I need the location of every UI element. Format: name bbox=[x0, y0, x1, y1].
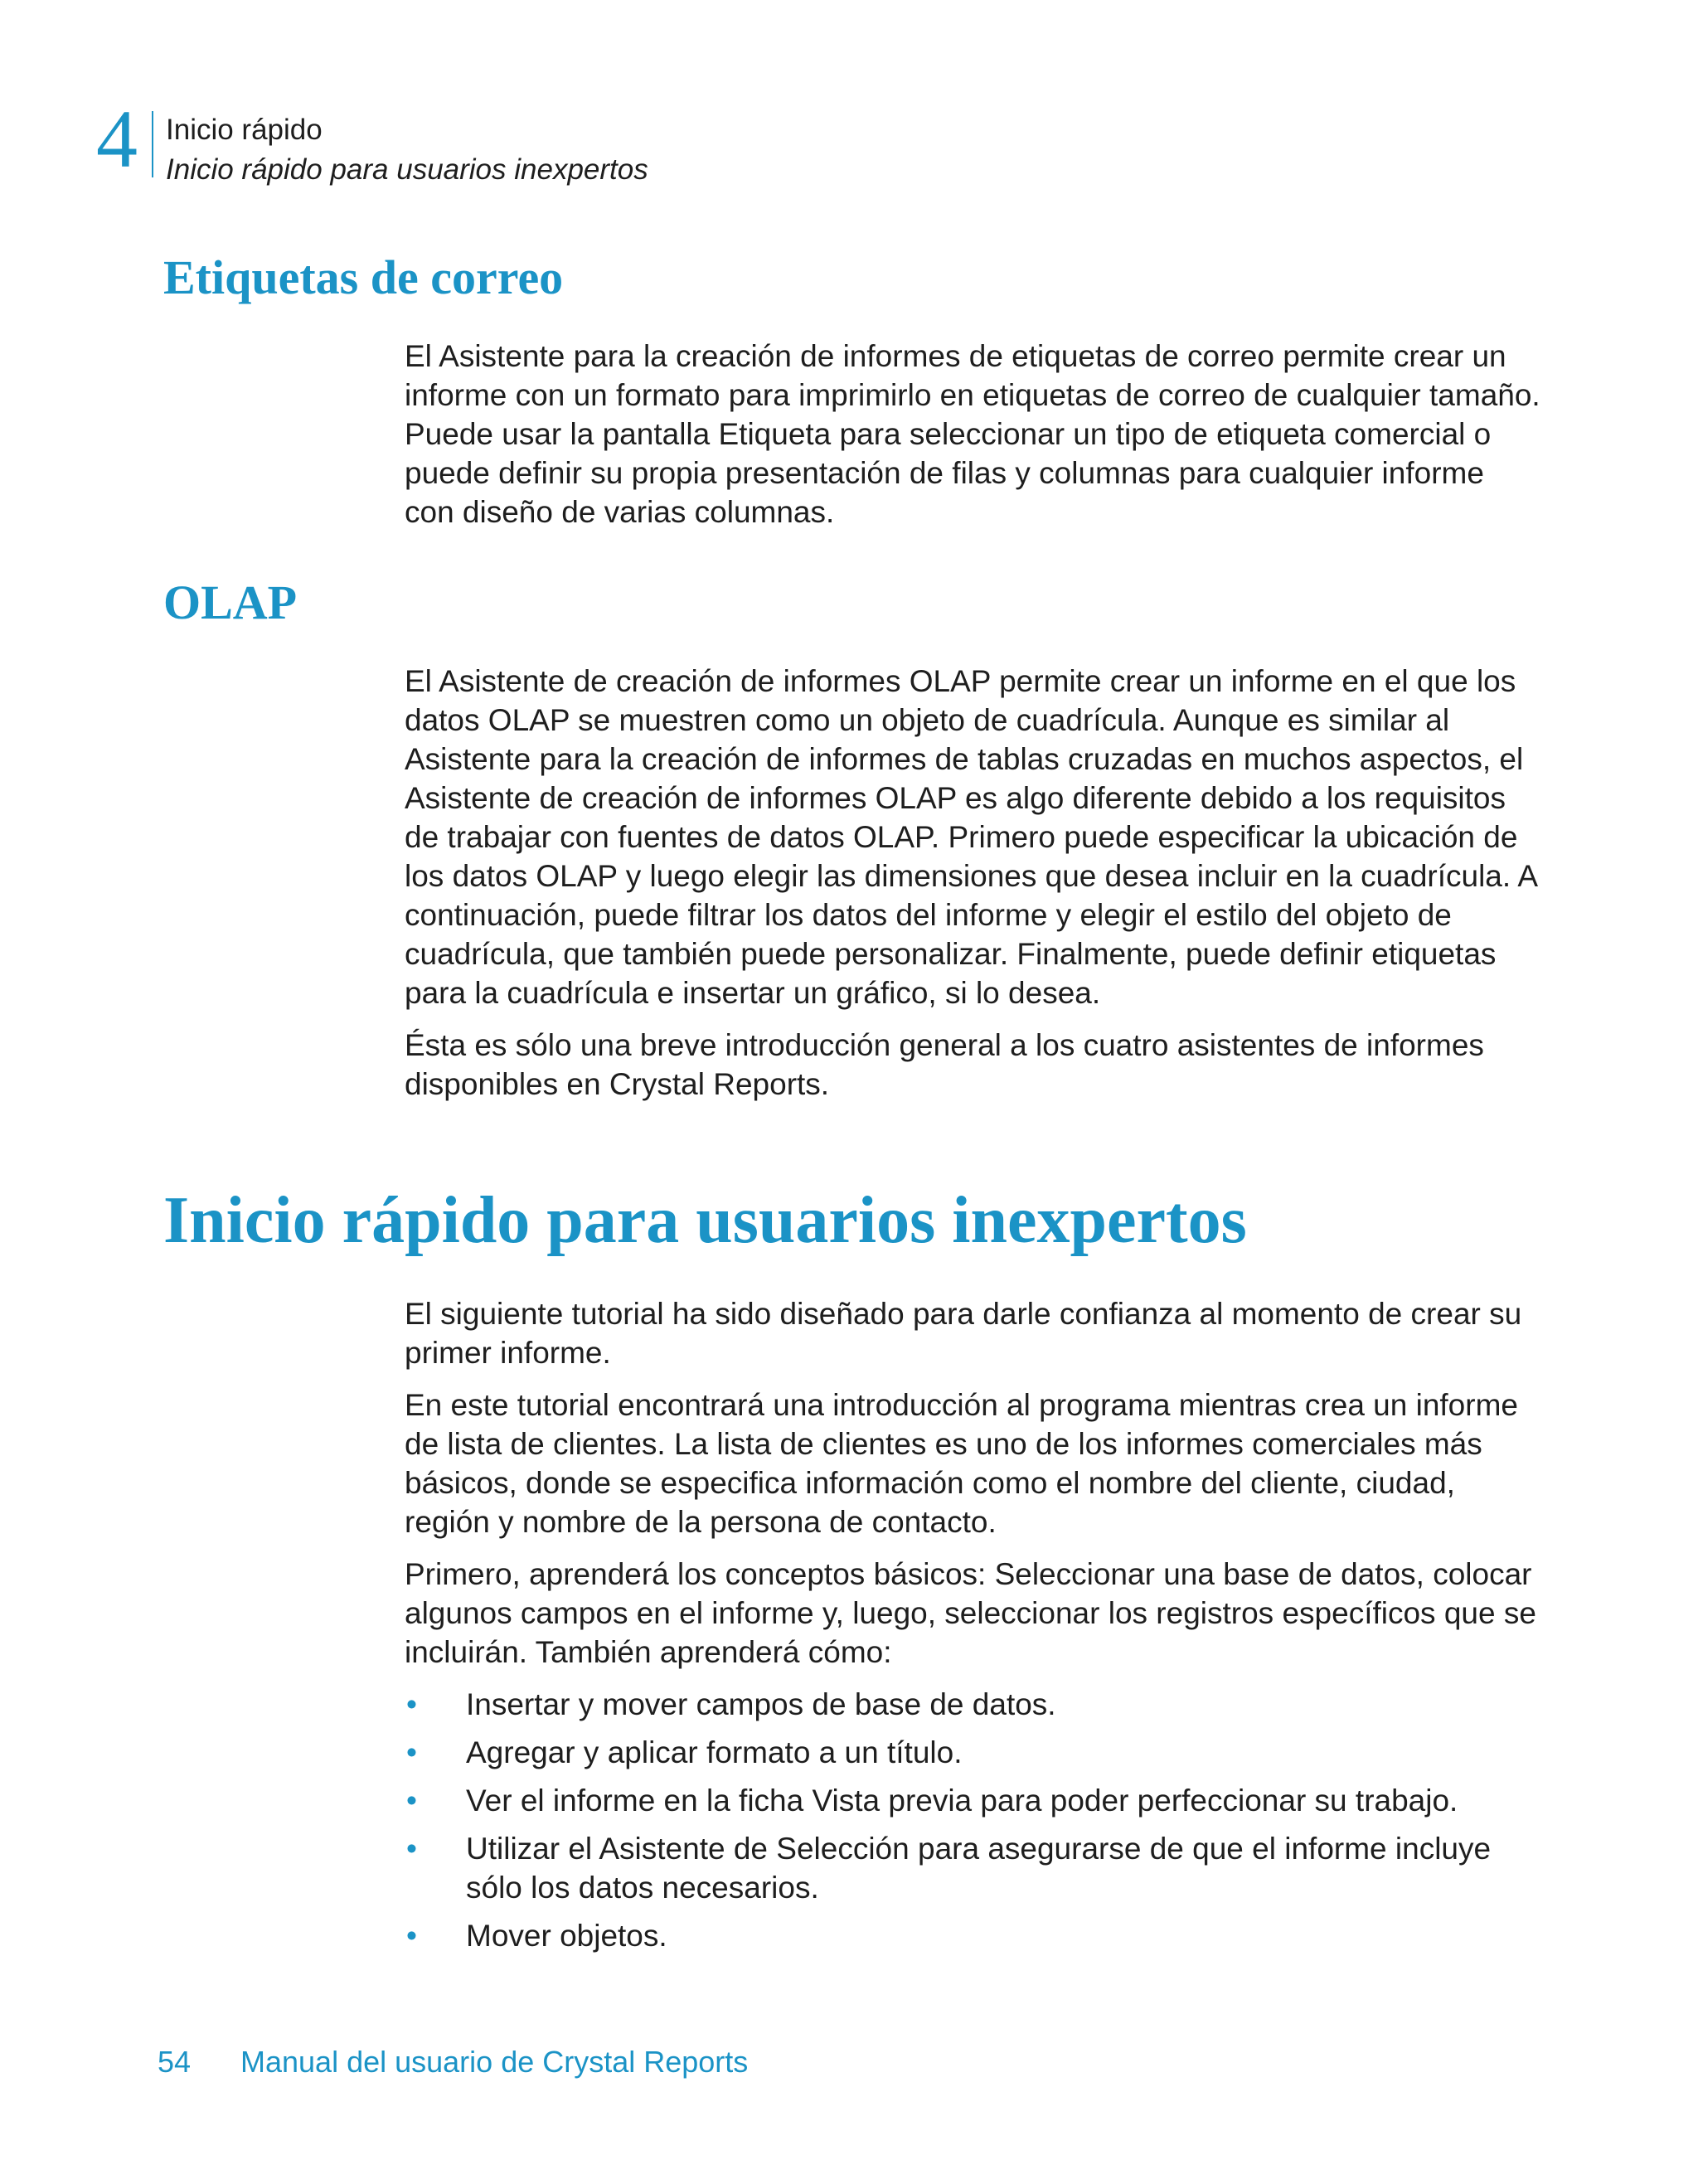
paragraph: El siguiente tutorial ha sido diseñado para darle confianza al momento de crear su primer informe. bbox=[405, 1297, 1522, 1370]
list-item bbox=[405, 1781, 1540, 1820]
section-body-olap bbox=[405, 662, 1540, 1117]
list-item-text: Agregar y aplicar formato a un título. bbox=[466, 1735, 963, 1769]
bullet-list bbox=[405, 1685, 1540, 1955]
section-body-inicio-rapido bbox=[405, 1294, 1540, 1964]
list-item bbox=[405, 1829, 1540, 1907]
list-item-text: Insertar y mover campos de base de datos. bbox=[466, 1687, 1056, 1721]
list-item-text: Mover objetos. bbox=[466, 1919, 667, 1953]
section-heading-inicio-rapido: Inicio rápido para usuarios inexpertos bbox=[163, 1184, 1247, 1257]
paragraph: Primero, aprenderá los conceptos básicos: Seleccionar una base de datos, colocar algunos campos en el informe y, luego, seleccionar los registros específicos que se incluirán. También aprenderá cómo: bbox=[405, 1557, 1536, 1669]
chapter-number: 4 bbox=[96, 93, 138, 185]
bullet-icon: • bbox=[406, 1919, 417, 1953]
list-item bbox=[405, 1733, 1540, 1772]
paragraph: El Asistente de creación de informes OLAP permite crear un informe en el que los datos OLAP se muestren como un objeto de cuadrícula. Aunque es similar al Asistente para la creación de informes de tablas cruzadas en muchos aspectos, el Asistente de creación de informes OLAP es algo diferente debido a los requisitos de trabajar con fuentes de datos OLAP. Primero puede especificar la ubicación de los datos OLAP y luego elegir las dimensiones que desea incluir en la cuadrícula. A continuación, puede filtrar los datos del informe y elegir el estilo del objeto de cuadrícula, que también puede personalizar. Finalmente, puede definir etiquetas para la cuadrícula e insertar un gráfico, si lo desea. bbox=[405, 664, 1537, 1010]
running-header-chapter-title: Inicio rápido bbox=[166, 114, 323, 146]
list-item-text: Utilizar el Asistente de Selección para asegurarse de que el informe incluye sólo los datos necesarios. bbox=[466, 1832, 1492, 1905]
paragraph: Ésta es sólo una breve introducción general a los cuatro asistentes de informes disponibles en Crystal Reports. bbox=[405, 1028, 1484, 1101]
list-item-text: Ver el informe en la ficha Vista previa para poder perfeccionar su trabajo. bbox=[466, 1784, 1458, 1818]
paragraph: En este tutorial encontrará una introducción al programa mientras crea un informe de lista de clientes. La lista de clientes es uno de los informes comerciales más básicos, donde se especifica información como el nombre del cliente, ciudad, región y nombre de la persona de contacto. bbox=[405, 1388, 1518, 1539]
paragraph: El Asistente para la creación de informes de etiquetas de correo permite crear un informe con un formato para imprimirlo en etiquetas de correo de cualquier tamaño. Puede usar la pantalla Etiqueta para seleccionar un tipo de etiqueta comercial o puede definir su propia presentación de filas y columnas para cualquier informe con diseño de varias columnas. bbox=[405, 339, 1540, 529]
bullet-icon: • bbox=[406, 1832, 417, 1866]
list-item bbox=[405, 1685, 1540, 1724]
footer-book-title: Manual del usuario de Crystal Reports bbox=[240, 2045, 749, 2079]
section-body-etiquetas bbox=[405, 337, 1540, 545]
list-item bbox=[405, 1916, 1540, 1955]
section-heading-etiquetas: Etiquetas de correo bbox=[163, 250, 564, 304]
section-heading-olap: OLAP bbox=[163, 575, 298, 629]
chapter-divider bbox=[152, 111, 153, 177]
bullet-icon: • bbox=[406, 1784, 417, 1818]
running-header-section-title: Inicio rápido para usuarios inexpertos bbox=[166, 153, 648, 186]
bullet-icon: • bbox=[406, 1735, 417, 1769]
bullet-icon: • bbox=[406, 1687, 417, 1721]
page-number: 54 bbox=[158, 2045, 192, 2079]
